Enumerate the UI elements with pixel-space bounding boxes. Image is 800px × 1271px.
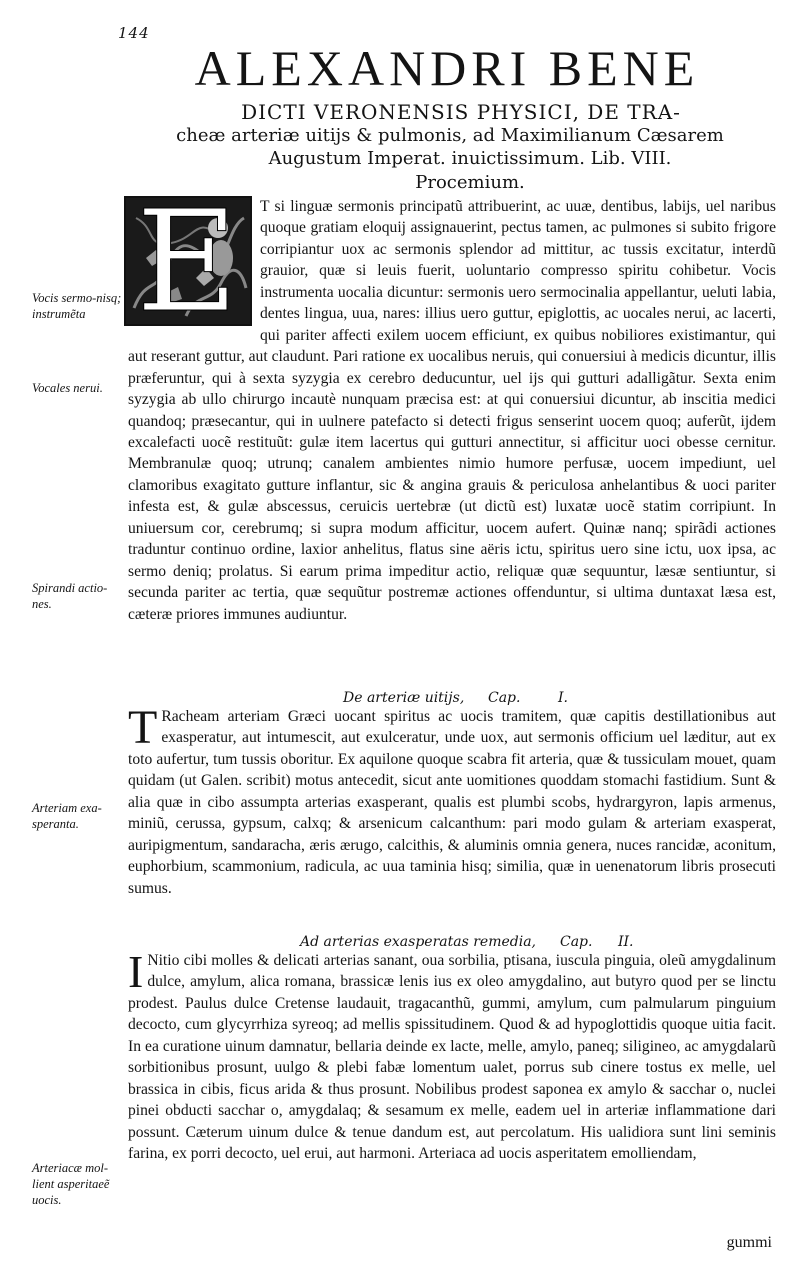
chapter-number: I. [558, 690, 568, 706]
chapter-cap-label: Cap. [488, 690, 521, 706]
margin-note: Vocis sermo-nisq; instrumẽta [32, 291, 122, 321]
paragraph-chapter-2: Nitio cibi molles & delicati arterias sanant, oua sorbilia, ptisana, iuscula pinguia, oleũ amygdalinum dulce, amylum, alica romana, brassicæ lenis ius ex oleo amygdalino, aut butyro quod per se linctu prodest. Paulus dulce Cretense laudauit, tragacanthũ, gummi, amylum, cum palmularum pinguium decocto, cum glycyrrhiza syreoq; ad mellis spissitudinem. Quod & ad hypoglottidis quoque uitia facit. In ea curatione uinum damnatur, bellaria deinde ex lacte, melle, amylo, paneq; siligineo, ac amygdalarũ sorbitionibus prosunt, uulgo & plebi fabæ lomentum ualet, porrus sub cinere tostus ex melle, uel brassica in cibis, ficus arida & thus prosunt. Nobilibus prodest saponea ex amylo & sacchar o, nuclei pinei obducti sacchar o, amygdalaq; & sesamum ex melle, eadem uel in arteriæ inflammatione dari possunt. Cæterum uinum dulce & tenue dandum est, aut percolatum. His ualidiora sunt lini seminis farina, ex porri decocto, uel erui, aut harmoni. Arteriaca ad uocis asperitatem emolliendam, [128, 952, 776, 1163]
margin-note: Arteriacæ mol-lient asperitaeẽ uocis. [32, 1161, 110, 1207]
margin-note: Vocales nerui. [32, 381, 103, 395]
margin-note: Arteriam exa-speranta. [32, 801, 102, 831]
initial-letter-i: I [128, 946, 144, 997]
section-chapter-1 [128, 701, 776, 899]
chapter-title: De arteriæ uitijs, [343, 690, 465, 706]
paragraph-chapter-1: Racheam arteriam Græci uocant spiritus ac uocis tramitem, quæ capitis destillationibus aut exasperatur, aut intumescit, aut exulceratur, unde uox, aut sermonis officium uel læditur, aut ex toto aufertur, tum tussis oboritur. Ex aquilone quoque scabra fit arteria, quæ & tussiculam mouet, quam quidam (ut Galen. scribit) motus antecedit, sicut ante uomitiones quoddam stomachi fastidium. Sunt & alia quæ in cibo assumpta arterias exasperant, qualis est plumbi scobs, hydrargyron, lapis armenus, miniũ, cerussa, gypsum, calxq; & arsenicum calcanthum: pari modo gulam & arteriam exasperat, auripigmentum, sandaracha, æris ærugo, calcithis, & aluminis omnia genera, nuces rancidæ, aconitum, euphorbium, scammonium, radicula, ac uua taminia hisq; similia, quæ in uenenatorum libris prosecuti sumus. [128, 708, 776, 897]
catchword: gummi [726, 1234, 772, 1251]
title-line-3: cheæ arteriæ uitijs & pulmonis, ad Maximilianum Cæsarem [176, 125, 724, 146]
chapter-title: Ad arterias exasperatas remedia, [300, 934, 537, 950]
chapter-number: II. [618, 934, 634, 950]
paragraph-proemium: T si linguæ sermonis principatũ attribuerint, ac uuæ, dentibus, labijs, uel naribus quoque gratiam eloquij assignauerint, pectus tamen, ac pulmones si subito frigore corripiantur uox ac sermonis splendor ad mittitur, ac tussis excitatur, interdũ grauior, quæ si leuis fuerit, uoluntario compresso spiritu cohibetur. Vocis instrumenta uocalia dicuntur: sermonis uero sermocinalia appellantur, ueluti labia, dentes lingua, uua, nares: illius uero guttur, epiglottis, ac uocales nerui, ac lacerti, qui pariter affecti exilem uocem efficiunt, ex quibus nobiliores existimantur, qui aut reserant guttur, aut claudunt. Pari ratione ex uocalibus neruis, qui conuersiui à medicis dicuntur, illis præferuntur, qui à sexta syzygia ex cerebro deducuntur, uel ijs qui gutturi adalligãtur. Sexta enim syzygia ab ullo chirurgo incautè nunquam præcisa est: at qui conuersiui dicuntur, ab inscitia medici quandoq; præsecantur, qui in uulnere patefacto si detecti frigus senserint uocem quoq; auferũt, ijdem excalefacti uocẽ restituũt: gulæ item lacertus qui gutturi annectitur, si afficitur uoci obesse cernitur. Membranulæ quoq; utrunq; canalem ambientes nimio humore perfusæ, uocem impediunt, uel clamoribus exagitato gutture inflantur, sic & angina grauis & periculosa anhelantibus & uoci pariter infesta est, & gulæ abscessus, ceruicis uertebræ (ut dictũ est) luxatæ uocẽ statim corripiunt. In uniuersum cor, cerebrumq; si supra modum afficitur, uocem aufert. Quinæ nanq; spirãdi actiones traduntur continuo ordine, laxior anhelitus, flatus sine aëris ictu, spiritus uero sine ictu, uox ipsa, ac sermo deniq; prolatus. Si earum prima impeditur actio, reliquæ quæ sequuntur, læsæ sentiuntur, si secunda pariter ac tertia, quæ sequũtur postremæ actiones offenduntur, si ultima duntaxat læsa est, cæteræ priores immunes audiuntur. [128, 198, 776, 623]
margin-note: Spirandi actio-nes. [32, 581, 108, 611]
initial-letter-e: E [136, 181, 239, 344]
section-chapter-2 [128, 946, 776, 1165]
initial-letter-t: T [128, 701, 158, 754]
proemium-heading: Procemium. [415, 172, 525, 193]
page-number: 144 [118, 24, 150, 42]
title-line-2: DICTI VERONENSIS PHYSICI, DE TRA- [241, 100, 681, 124]
title-line-4: Augustum Imperat. inuictissimum. Lib. VIII. [268, 148, 672, 169]
chapter-cap-label: Cap. [560, 934, 593, 950]
decorated-initial [124, 181, 252, 344]
title-line-1: ALEXANDRI BENE [194, 40, 700, 96]
